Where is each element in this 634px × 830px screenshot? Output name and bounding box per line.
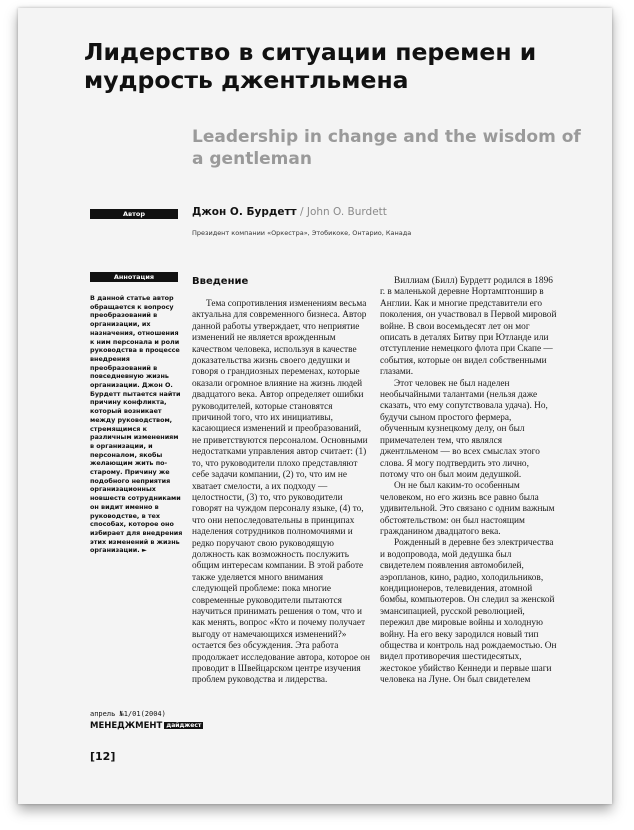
page-number: [12]	[90, 750, 116, 763]
magazine-logo	[90, 721, 203, 731]
author-affiliation: Президент компании «Оркестра», Этобикоке, Онтарио, Канада	[192, 229, 412, 237]
author-line	[192, 206, 387, 218]
article-page	[18, 8, 612, 804]
author-separator: /	[299, 206, 304, 218]
section-heading: Введение	[192, 276, 249, 287]
body-column-1	[192, 299, 370, 687]
body-paragraph: Виллиам (Билл) Бурдетт родился в 1896 г. в маленькой деревне Нортамптоншир в Англии. Как и многие представители его поколения, он участвовал в Первой мировой войне. В свои восемьдесят лет он мог описать в деталях Битву при Ютланде или отступление немецкого флота при Скапе — события, которые он видел собственными глазами.	[380, 276, 557, 378]
body-paragraph: Он не был каким-то особенным человеком, но его жизнь все равно была удивительной. Это связано с одним важным обстоятельством: он был настоящим гражданином двадцатого века.	[380, 481, 555, 537]
abstract-text: В данной статье автор обращается к вопросу преобразований в организации, их назначения, отношения к ним персонала и роли руководства в процессе внедрения преобразований в повседневную жизнь организации. Джон О. Бурдетт пытается найти причину конфликта, который возникает между руководством, стремящимся к различным изменениям в организации, и персоналом, якобы желающим жить по-старому. Причину же подобного неприятия организационных новшеств сотрудниками он видит именно в руководстве, в тех способах, которое оно избирает для внедрения этих изменений в жизнь организации. ►	[90, 294, 183, 555]
magazine-name: МЕНЕДЖМЕНТ	[90, 721, 163, 731]
magazine-subtitle: дайджест	[166, 722, 202, 729]
body-paragraph: Тема сопротивления изменениям весьма актуальна для современного бизнеса. Автор данной работы утверждает, что неприятие изменений не является врожденным качеством человека, используя в качестве доказательства жизнь своего дедушки и говоря о грандиозных переменах, которые оказали огромное влияние на жизнь людей двадцатого века. Автор определяет ошибки руководителей, которые становятся причиной того, что их инициативы, касающиеся изменений и преобразований, не приветствуются персоналом. Основными недостатками управления автор считает: (1) то, что руководители плохо представляют себе задачи компании, (2) то, что им не хватает смелости, а их подходу — целостности, (3) то, что руководители говорят на чуждом персоналу языке, (4) то, что они непоследовательны в принципах наделения сотрудников полномочиями и редко поручают свою руководящую должность как возможность послужить общим интересам компании. В этой работе также уделяется много внимания следующей проблеме: пока многие современные руководители пытаются научиться принимать решения о том, что и как менять, вопрос «Кто и почему получает выгоду от намечающихся изменений?» остается без обсуждения. Эта работа продолжает исследование автора, которое он проводит в Швейцарском центре изучения проблем руководства и лидерства.	[192, 299, 370, 686]
author-name-english: John O. Burdett	[306, 206, 387, 218]
body-column-2	[380, 276, 558, 687]
article-title-russian: Лидерство в ситуации перемен и мудрость джентльмена	[84, 38, 537, 94]
article-title-english: Leadership in change and the wisdom of a gentleman	[192, 127, 581, 169]
body-paragraph: Рожденный в деревне без электричества и водопровода, мой дедушка был свидетелем появления автомобилей, аэропланов, кино, радио, холодильников, кондиционеров, телевидения, атомной бомбы, компьютеров. Он следил за женской эмансипацией, русской революцией, пережил две мировые войны и холодную войну. На его веку зародился новый тип общества и контроль над рождаемостью. Он видел противоречия шестидесятых, жестокое убийство Кеннеди и первые шаги человека на Луне. Он был свидетелем	[380, 538, 557, 686]
author-name-russian: Джон О. Бурдетт	[192, 206, 297, 218]
body-paragraph: Этот человек не был наделен необычайными талантами (нельзя даже сказать, что ему сопутствовала удача). Но, будучи сыном простого фермера, обученным кузнецкому делу, он был примечателен тем, что являлся джентльменом — во всех смыслах этого слова. Я могу подтвердить это лично, потому что он был моим дедушкой.	[380, 378, 548, 480]
annotation-label: Аннотация	[90, 272, 178, 282]
author-label: Автор	[90, 209, 178, 219]
issue-info: апрель №1/01(2004)	[90, 710, 166, 718]
